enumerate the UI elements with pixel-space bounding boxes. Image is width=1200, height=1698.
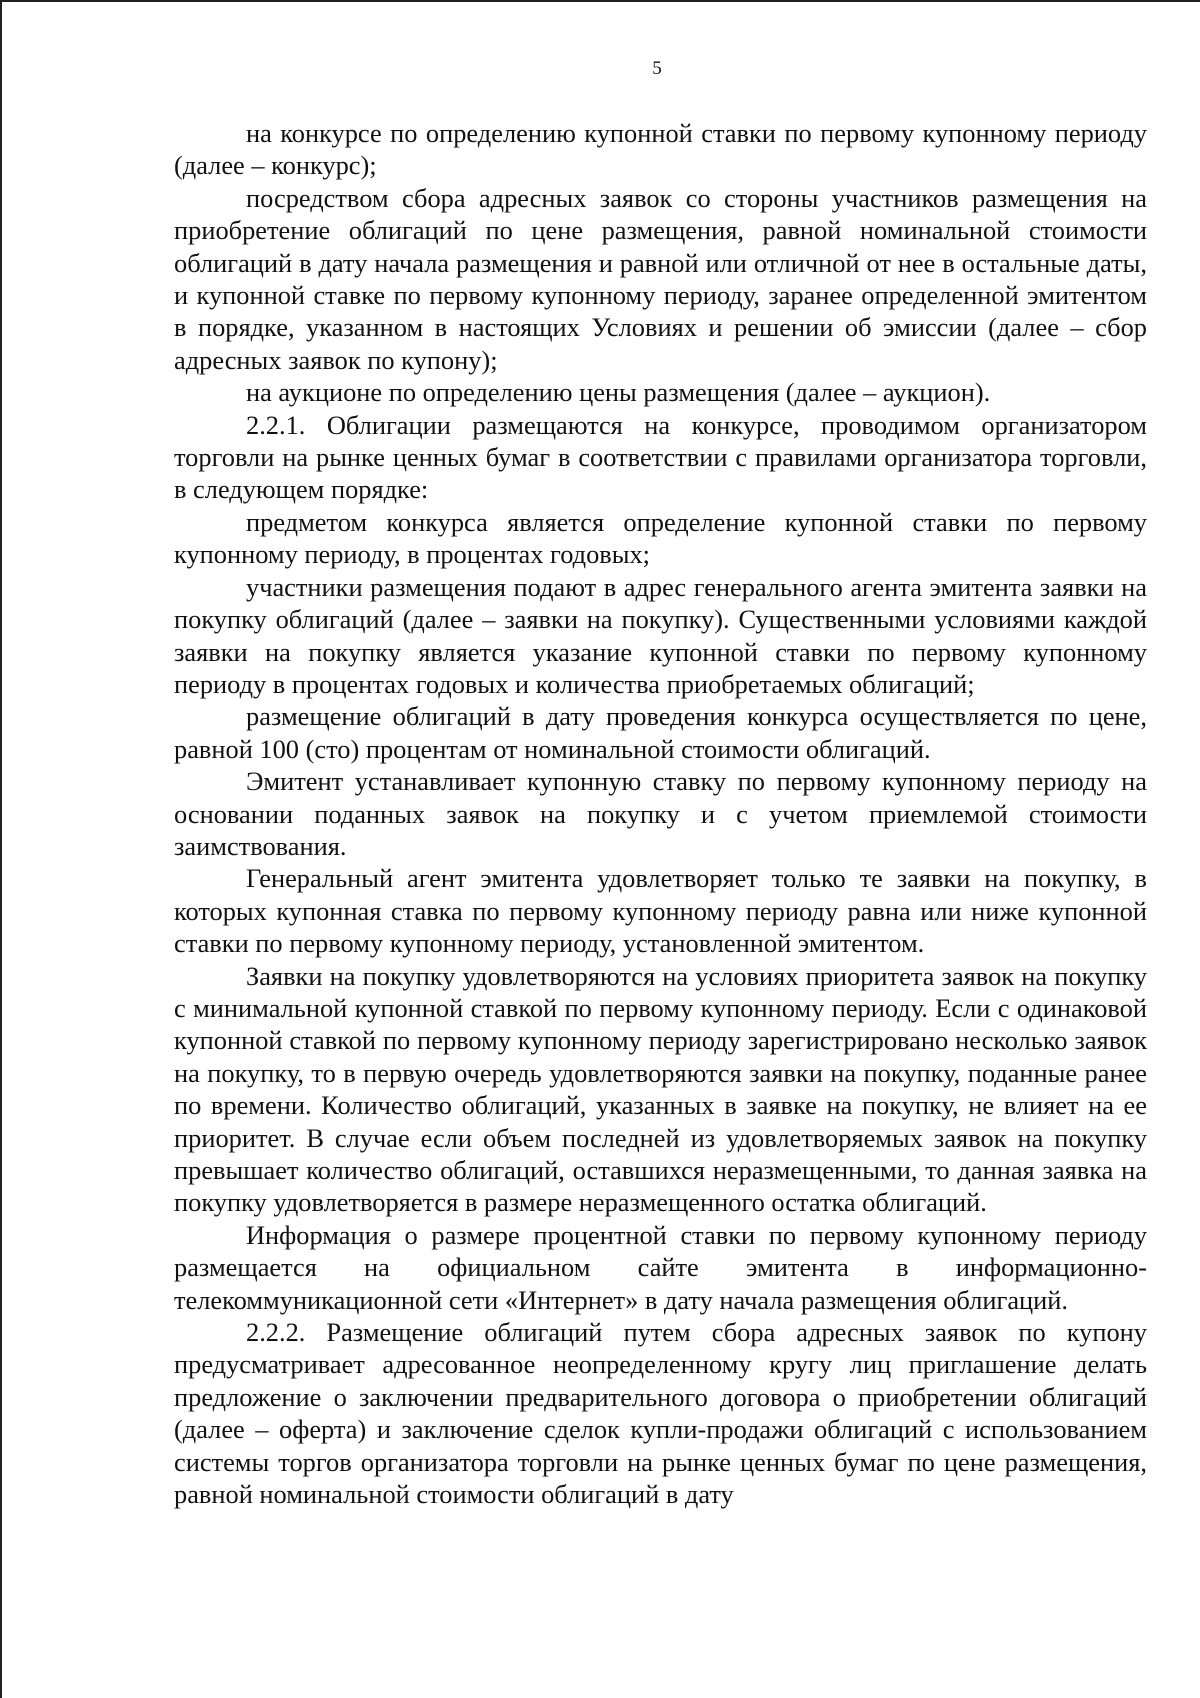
paragraph: размещение облигаций в дату проведения конкурса осуществляется по цене, равной 100 (сто) процентам от номинальной стоимости облигаций. bbox=[174, 701, 1147, 764]
paragraph: Генеральный агент эмитента удовлетворяет только те заявки на покупку, в которых купонная ставка по первому купонному периоду равна или ниже купонной ставки по первому купонному периоду, установленной эмитентом. bbox=[174, 863, 1147, 959]
paragraph: 2.2.1. Облигации размещаются на конкурсе, проводимом организатором торговли на рынке ценных бумаг в соответствии с правилами организатора торговли, в следующем порядке: bbox=[174, 409, 1147, 505]
paragraph: 2.2.2. Размещение облигаций путем сбора адресных заявок по купону предусматривает адресованное неопределенному кругу лиц приглашение делать предложение о заключении предварительного договора о приобретении облигаций (далее – оферта) и заключение сделок купли-продажи облигаций с использованием системы торгов организатора торговли на рынке ценных бумаг по цене размещения, равной номинальной стоимости облигаций в дату bbox=[174, 1317, 1147, 1510]
paragraph: на аукционе по определению цены размещения (далее – аукцион). bbox=[246, 377, 991, 408]
paragraph: Эмитент устанавливает купонную ставку по первому купонному периоду на основании поданных заявок на покупку и с учетом приемлемой стоимости заимствования. bbox=[174, 766, 1147, 861]
paragraph: предметом конкурса является определение купонной ставки по первому купонному периоду, в процентах годовых; bbox=[174, 506, 1147, 570]
paragraph: Информация о размере процентной ставки по первому купонному периоду размещается на официальном сайте эмитента в информационно-телекоммуникационной сети «Интернет» в дату начала размещения облигаций. bbox=[174, 1219, 1147, 1315]
paragraph: на конкурсе по определению купонной ставки по первому купонному периоду (далее – конкурс); bbox=[174, 118, 1147, 181]
paragraph: посредством сбора адресных заявок со стороны участников размещения на приобретение облигаций по цене размещения, равной номинальной стоимости облигаций в дату начала размещения и равной или отличной от нее в остальные даты, и купонной ставке по первому купонному периоду, заранее определенной эмитентом в порядке, указанном в настоящих Условиях и решении об эмиссии (далее – сбор адресных заявок по купону); bbox=[174, 182, 1147, 375]
paragraph: Заявки на покупку удовлетворяются на условиях приоритета заявок на покупку с минимальной купонной ставкой по первому купонному периоду. Если с одинаковой купонной ставкой по первому купонному периоду зарегистрировано несколько заявок на покупку, то в первую очередь удовлетворяются заявки на покупку, поданные ранее по времени. Количество облигаций, указанных в заявке на покупку, не влияет на ее приоритет. В случае если объем последней из удовлетворяемых заявок на покупку превышает количество облигаций, оставшихся неразмещенными, то данная заявка на покупку удовлетворяется в размере неразмещенного остатка облигаций. bbox=[174, 960, 1147, 1218]
page-number: 5 bbox=[652, 58, 662, 79]
document-body bbox=[174, 117, 1147, 1510]
paragraph: участники размещения подают в адрес генерального агента эмитента заявки на покупку облигаций (далее – заявки на покупку). Существенными условиями каждой заявки на покупку является указание купонной ставки по первому купонному периоду в процентах годовых и количества приобретаемых облигаций; bbox=[174, 571, 1147, 699]
